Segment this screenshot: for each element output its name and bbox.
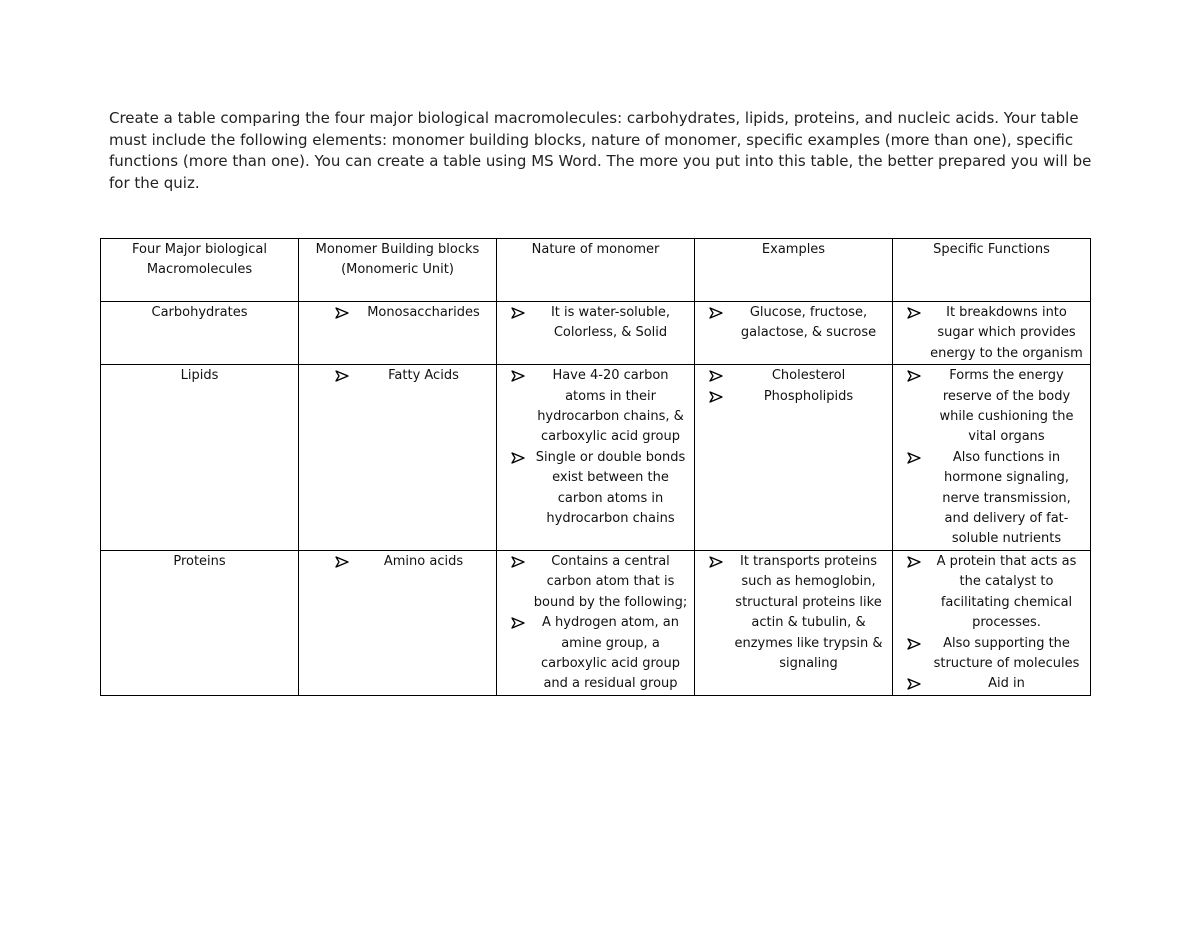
cell-functions [893, 550, 1091, 695]
list-item: A protein that acts as the catalyst to facilitating chemical processes. [899, 552, 1084, 634]
list-item: It is water-soluble, Colorless, & Solid [503, 303, 688, 344]
arrowhead-bullet-icon [335, 307, 349, 319]
list-item: Phospholipids [701, 387, 886, 407]
arrowhead-bullet-icon [335, 370, 349, 382]
cell-monomer [299, 550, 497, 695]
list-item: It transports proteins such as hemoglobin, structural proteins like actin & tubulin, & enzymes like trypsin & signaling [701, 552, 886, 674]
header-specific-functions: Specific Functions [893, 239, 1091, 302]
list-item: Aid in [899, 674, 1084, 694]
arrowhead-bullet-icon [335, 556, 349, 568]
examples-list [701, 552, 886, 674]
arrowhead-bullet-icon [907, 556, 921, 568]
arrowhead-bullet-icon [709, 307, 723, 319]
monomer-list [305, 303, 490, 323]
cell-nature [497, 302, 695, 365]
cell-monomer [299, 365, 497, 551]
arrowhead-bullet-icon [511, 307, 525, 319]
cell-nature [497, 550, 695, 695]
examples-list [701, 303, 886, 344]
header-macromolecules: Four Major biological Macromolecules [101, 239, 299, 302]
header-monomer-building-blocks: Monomer Building blocks (Monomeric Unit) [299, 239, 497, 302]
list-item: A hydrogen atom, an amine group, a carboxylic acid group and a residual group [503, 613, 688, 695]
arrowhead-bullet-icon [907, 370, 921, 382]
list-item: Cholesterol [701, 366, 886, 386]
header-nature-of-monomer: Nature of monomer [497, 239, 695, 302]
header-examples: Examples [695, 239, 893, 302]
assignment-instructions: Create a table comparing the four major biological macromolecules: carbohydrates, lipids, proteins, and nucleic acids. Your table must include the following elements: monomer building blocks, nature of monomer, specific examples (more than one), specific functions (more than one). You can create a table using MS Word. The more you put into this table, the better prepared you will be for the quiz. [109, 109, 1092, 192]
arrowhead-bullet-icon [907, 307, 921, 319]
list-item: Forms the energy reserve of the body while cushioning the vital organs [899, 366, 1084, 448]
arrowhead-bullet-icon [907, 452, 921, 464]
list-item: Contains a central carbon atom that is bound by the following; [503, 552, 688, 613]
list-item: Also supporting the structure of molecules [899, 634, 1084, 675]
arrowhead-bullet-icon [511, 556, 525, 568]
functions-list [899, 366, 1084, 550]
arrowhead-bullet-icon [907, 678, 921, 690]
list-item: Have 4-20 carbon atoms in their hydrocarbon chains, & carboxylic acid group [503, 366, 688, 448]
cell-nature [497, 365, 695, 551]
list-item: Glucose, fructose, galactose, & sucrose [701, 303, 886, 344]
arrowhead-bullet-icon [511, 452, 525, 464]
arrowhead-bullet-icon [709, 556, 723, 568]
monomer-list [305, 366, 490, 386]
nature-list [503, 366, 688, 529]
list-item: It breakdowns into sugar which provides energy to the organism [899, 303, 1084, 364]
cell-monomer [299, 302, 497, 365]
nature-list [503, 303, 688, 344]
examples-list [701, 366, 886, 407]
table-row-proteins [101, 550, 1091, 695]
cell-functions [893, 302, 1091, 365]
arrowhead-bullet-icon [709, 370, 723, 382]
cell-functions [893, 365, 1091, 551]
table-row-carbohydrates [101, 302, 1091, 365]
monomer-list [305, 552, 490, 572]
cell-macromolecule: Lipids [101, 365, 299, 551]
list-item: Fatty Acids [305, 366, 490, 386]
arrowhead-bullet-icon [511, 617, 525, 629]
cell-macromolecule: Proteins [101, 550, 299, 695]
functions-list [899, 303, 1084, 364]
cell-examples [695, 365, 893, 551]
list-item: Single or double bonds exist between the carbon atoms in hydrocarbon chains [503, 448, 688, 530]
arrowhead-bullet-icon [511, 370, 525, 382]
table-header-row [101, 239, 1091, 302]
cell-examples [695, 302, 893, 365]
arrowhead-bullet-icon [709, 391, 723, 403]
macromolecule-comparison-table [100, 238, 1091, 696]
list-item: Monosaccharides [305, 303, 490, 323]
nature-list [503, 552, 688, 695]
list-item: Also functions in hormone signaling, nerve transmission, and delivery of fat-soluble nutrients [899, 448, 1084, 550]
cell-examples [695, 550, 893, 695]
functions-list [899, 552, 1084, 695]
arrowhead-bullet-icon [907, 638, 921, 650]
list-item: Amino acids [305, 552, 490, 572]
table-row-lipids [101, 365, 1091, 551]
cell-macromolecule: Carbohydrates [101, 302, 299, 365]
